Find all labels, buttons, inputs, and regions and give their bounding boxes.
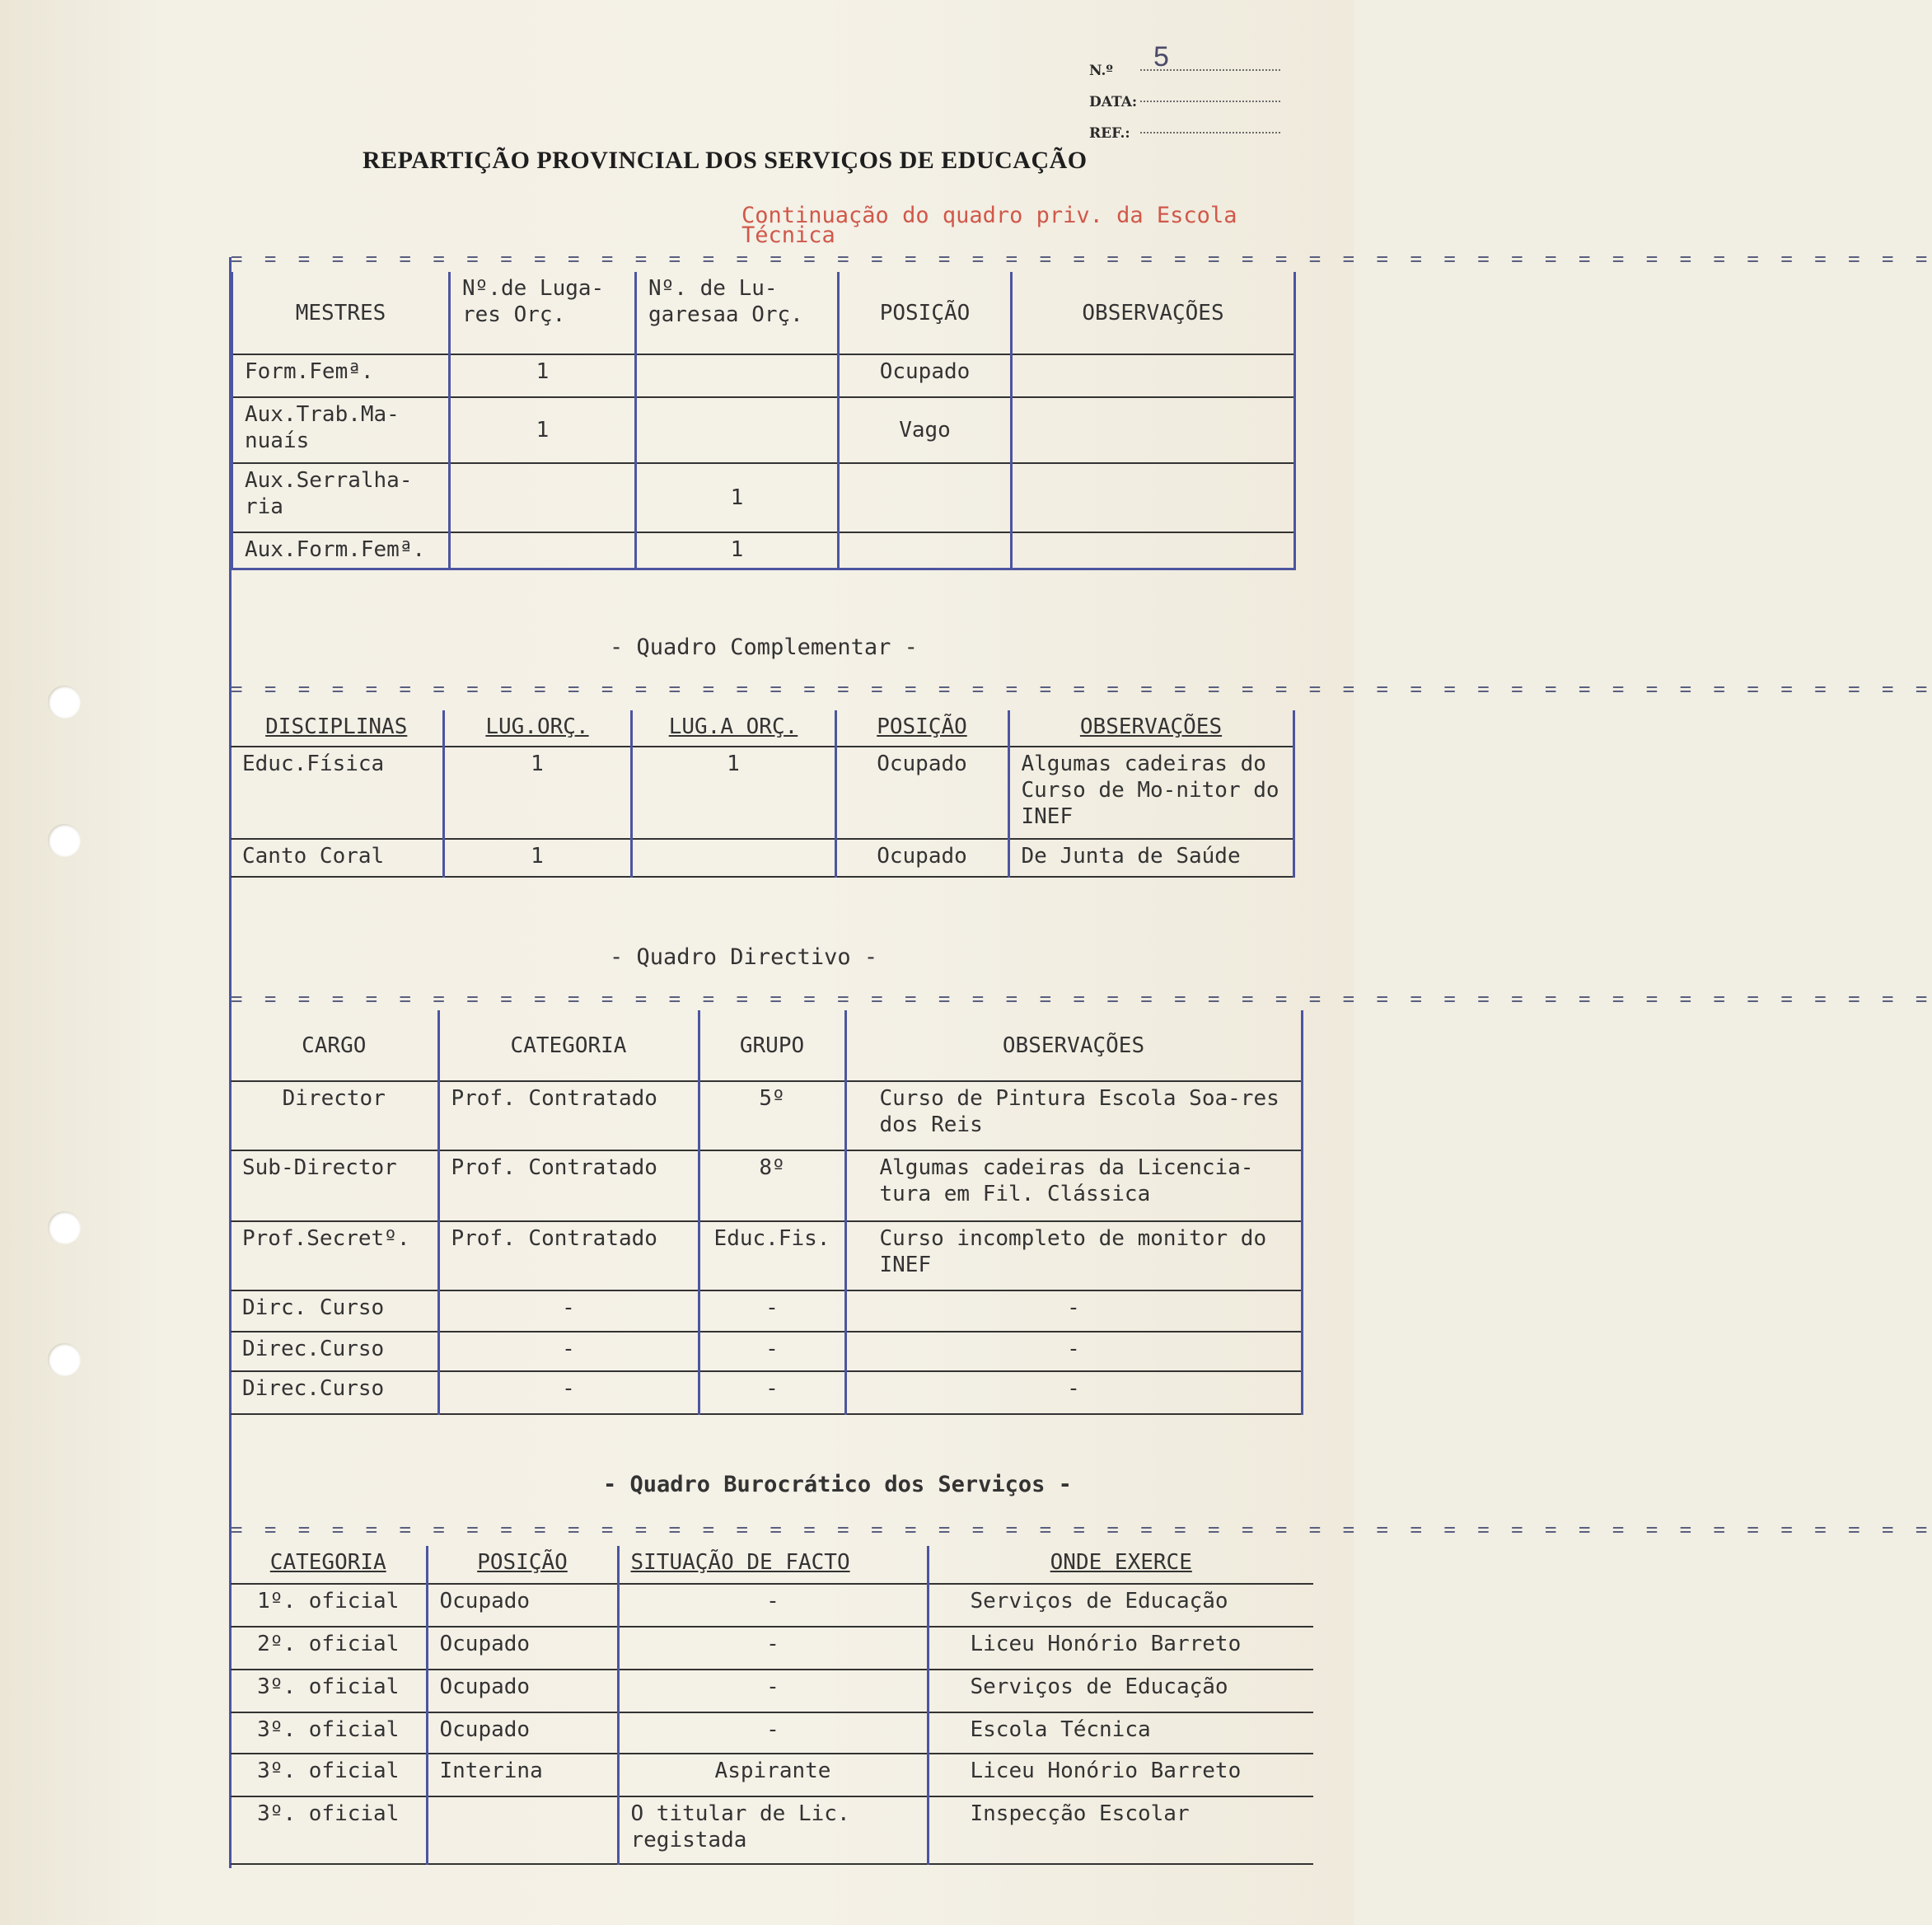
cell: Interina: [427, 1754, 618, 1796]
cell: 3º. oficial: [231, 1712, 427, 1754]
cell: Aspirante: [618, 1754, 928, 1796]
col-header: LUG.A ORÇ.: [631, 710, 835, 747]
cell: Ocupado: [427, 1584, 618, 1627]
cell: -: [618, 1627, 928, 1670]
table-row: [231, 1584, 1313, 1627]
cell: Direc.Curso: [231, 1371, 438, 1414]
table-row: [231, 1150, 1302, 1221]
dash-separator: = = = = = = = = = = = = = = = = = = = = = = = = = = = = = = = = = = = = = = = = = = = = = = = = = = =: [231, 677, 1932, 700]
cell: Direc.Curso: [231, 1332, 438, 1371]
cell: Aux.Trab.Ma-nuaís: [232, 397, 450, 463]
cell: [636, 354, 839, 397]
table-row: [231, 1371, 1302, 1414]
cell: Aux.Form.Femª.: [232, 532, 450, 569]
cell: Vago: [839, 397, 1012, 463]
directivo-table: [231, 1010, 1303, 1415]
col-header: OBSERVAÇÕES: [1012, 272, 1295, 354]
dash-separator: = = = = = = = = = = = = = = = = = = = = = = = = = = = = = = = = = = = = = = = = = = = = = = = = = = =: [231, 247, 1932, 270]
cell: 1º. oficial: [231, 1584, 427, 1627]
cell: Escola Técnica: [928, 1712, 1313, 1754]
continuation-note: Continuação do quadro priv. da Escola Técnica: [741, 203, 1237, 248]
table-row: [231, 1332, 1302, 1371]
col-header: ONDE EXERCE: [928, 1546, 1313, 1584]
col-header: CATEGORIA: [231, 1546, 427, 1584]
cell: Ocupado: [835, 839, 1008, 877]
cell: -: [699, 1332, 845, 1371]
cell: -: [618, 1670, 928, 1712]
cell: [450, 532, 636, 569]
cell: 1: [443, 839, 631, 877]
cell: 1: [450, 397, 636, 463]
col-header: Nº.de Luga-res Orç.: [450, 272, 636, 354]
dash-separator: = = = = = = = = = = = = = = = = = = = = = = = = = = = = = = = = = = = = = = = = = = = = = = = = = = =: [231, 987, 1932, 1010]
cell: Algumas cadeiras do Curso de Mo-nitor do INEF: [1008, 747, 1293, 839]
cell: [1012, 354, 1295, 397]
cell: [839, 463, 1012, 532]
cell: Educ.Física: [231, 747, 443, 839]
cell: Serviços de Educação: [928, 1584, 1313, 1627]
cell: Liceu Honório Barreto: [928, 1627, 1313, 1670]
cell: -: [845, 1332, 1302, 1371]
cell: Serviços de Educação: [928, 1670, 1313, 1712]
cell: 1: [636, 463, 839, 532]
date-label: DATA:: [1089, 94, 1138, 110]
table-row: [231, 1081, 1302, 1150]
cell: [450, 463, 636, 532]
col-header: CARGO: [231, 1010, 438, 1081]
col-header: DISCIPLINAS: [231, 710, 443, 747]
cell: -: [438, 1371, 699, 1414]
col-header: OBSERVAÇÕES: [845, 1010, 1302, 1081]
table-row: [231, 1712, 1313, 1754]
cell: Algumas cadeiras da Licencia-tura em Fil. Clássica: [845, 1150, 1302, 1221]
cell: Inspecção Escolar: [928, 1796, 1313, 1864]
col-header: OBSERVAÇÕES: [1008, 710, 1293, 747]
col-header: Nº. de Lu-garesaa Orç.: [636, 272, 839, 354]
cell: [839, 532, 1012, 569]
cell: 5º: [699, 1081, 845, 1150]
number-label: N.º: [1089, 63, 1113, 79]
table-row: [232, 397, 1295, 463]
cell: -: [618, 1584, 928, 1627]
section-title-complementar: - Quadro Complementar -: [610, 635, 918, 660]
cell: -: [438, 1290, 699, 1332]
table-row: [231, 1221, 1302, 1290]
cell: Curso incompleto de monitor do INEF: [845, 1221, 1302, 1290]
punch-hole: [48, 824, 81, 857]
cell: Dirc. Curso: [231, 1290, 438, 1332]
cell: -: [699, 1290, 845, 1332]
col-header: SITUAÇÃO DE FACTO: [618, 1546, 928, 1584]
cell: [636, 397, 839, 463]
cell: 1: [631, 747, 835, 839]
cell: 2º. oficial: [231, 1627, 427, 1670]
section-title-directivo: - Quadro Directivo -: [610, 944, 878, 970]
section-title-burocratico: - Quadro Burocrático dos Serviços -: [603, 1472, 1072, 1497]
ref-line: [1140, 132, 1280, 133]
complementar-table: [231, 710, 1295, 878]
cell: [427, 1796, 618, 1864]
table-row: [231, 1754, 1313, 1796]
cell: [1012, 532, 1295, 569]
cell: 3º. oficial: [231, 1754, 427, 1796]
table-row: [232, 532, 1295, 569]
cell: Liceu Honório Barreto: [928, 1754, 1313, 1796]
cell: Aux.Serralha-ria: [232, 463, 450, 532]
cell: Prof. Contratado: [438, 1150, 699, 1221]
burocratico-table: [231, 1546, 1313, 1865]
cell: Canto Coral: [231, 839, 443, 877]
cell: -: [438, 1332, 699, 1371]
table-row: [231, 1627, 1313, 1670]
col-header: POSIÇÃO: [427, 1546, 618, 1584]
punch-hole: [48, 686, 81, 719]
cell: Form.Femª.: [232, 354, 450, 397]
cell: Prof.Secretº.: [231, 1221, 438, 1290]
cell: Ocupado: [427, 1670, 618, 1712]
cell: -: [699, 1371, 845, 1414]
punch-hole: [48, 1211, 81, 1244]
col-header: POSIÇÃO: [839, 272, 1012, 354]
cell: Director: [231, 1081, 438, 1150]
cell: [631, 839, 835, 877]
cell: Ocupado: [427, 1712, 618, 1754]
mestres-table: [231, 272, 1296, 570]
cell: [1012, 463, 1295, 532]
table-row: [231, 1290, 1302, 1332]
table-row: [231, 1796, 1313, 1864]
cell: 1: [443, 747, 631, 839]
col-header: GRUPO: [699, 1010, 845, 1081]
table-row: [231, 839, 1293, 877]
cell: Ocupado: [427, 1627, 618, 1670]
cell: 1: [450, 354, 636, 397]
date-line: [1140, 101, 1280, 102]
table-row: [231, 1670, 1313, 1712]
dash-separator: = = = = = = = = = = = = = = = = = = = = = = = = = = = = = = = = = = = = = = = = = = = = = = = = = = =: [231, 1518, 1932, 1541]
col-header: POSIÇÃO: [835, 710, 1008, 747]
table-row: [231, 747, 1293, 839]
cell: Ocupado: [835, 747, 1008, 839]
cell: Ocupado: [839, 354, 1012, 397]
col-header: LUG.ORÇ.: [443, 710, 631, 747]
cell: 1: [636, 532, 839, 569]
col-header: CATEGORIA: [438, 1010, 699, 1081]
cell: -: [618, 1712, 928, 1754]
cell: [1012, 397, 1295, 463]
table-row: [232, 354, 1295, 397]
cell: -: [845, 1290, 1302, 1332]
table-row: [232, 463, 1295, 532]
cell: Curso de Pintura Escola Soa-res dos Reis: [845, 1081, 1302, 1150]
punch-hole: [48, 1343, 81, 1376]
cell: 3º. oficial: [231, 1670, 427, 1712]
cell: -: [845, 1371, 1302, 1414]
col-header: MESTRES: [232, 272, 450, 354]
cell: Prof. Contratado: [438, 1221, 699, 1290]
cell: Educ.Fis.: [699, 1221, 845, 1290]
number-value: 5: [1153, 41, 1169, 73]
cell: O titular de Lic. registada: [618, 1796, 928, 1864]
agency-title: REPARTIÇÃO PROVINCIAL DOS SERVIÇOS DE EDUCAÇÃO: [363, 147, 1088, 174]
ref-label: REF.:: [1089, 125, 1130, 142]
cell: Prof. Contratado: [438, 1081, 699, 1150]
cell: Sub-Director: [231, 1150, 438, 1221]
cell: 8º: [699, 1150, 845, 1221]
cell: De Junta de Saúde: [1008, 839, 1293, 877]
cell: 3º. oficial: [231, 1796, 427, 1864]
